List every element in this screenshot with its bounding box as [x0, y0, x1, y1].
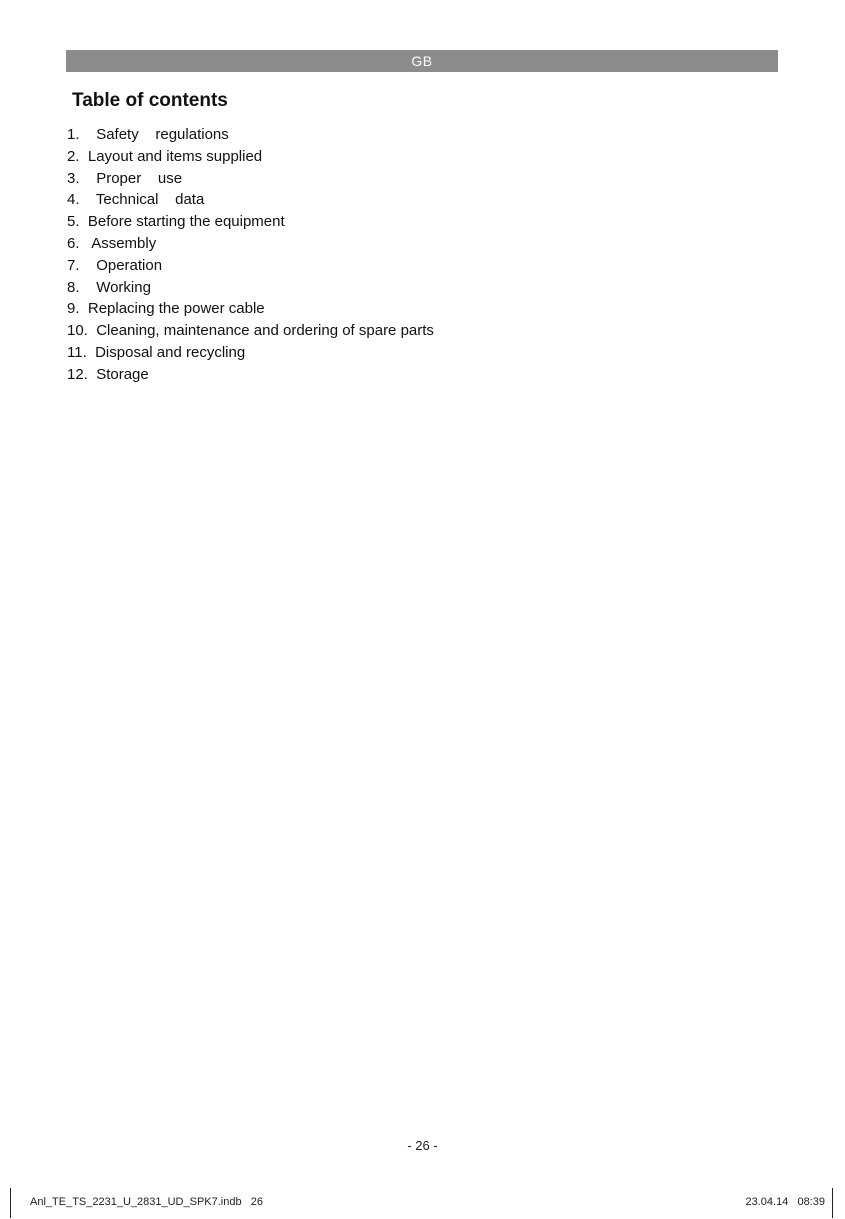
- toc-item-label: Technical data: [95, 191, 205, 209]
- toc-item-8: [67, 277, 434, 299]
- toc-item-9: [67, 298, 434, 320]
- toc-item-number: 4.: [67, 191, 80, 209]
- toc-item-number: 11.: [67, 343, 87, 361]
- toc-item-number: 5.: [67, 213, 80, 231]
- left-crop-mark: [10, 1188, 11, 1218]
- toc-item-5: [67, 211, 434, 233]
- toc-item-label: Layout and items supplied: [87, 147, 263, 165]
- toc-item-12: [67, 364, 434, 386]
- toc-item-7: [67, 255, 434, 277]
- toc-item-number: 1.: [67, 126, 80, 143]
- language-code: GB: [411, 53, 433, 69]
- toc-item-label: Proper use: [96, 169, 183, 187]
- language-header-bar: [66, 50, 778, 72]
- toc-item-number: 2.: [67, 147, 80, 165]
- toc-item-10: [67, 320, 434, 342]
- toc-item-number: 6.: [67, 234, 80, 252]
- toc-item-2: [67, 146, 434, 168]
- toc-item-4: [67, 189, 434, 211]
- toc-item-label: Safety regulations: [96, 126, 229, 143]
- toc-item-label: Storage: [96, 365, 149, 383]
- table-of-contents-list: [67, 124, 434, 386]
- toc-item-number: 9.: [67, 300, 80, 318]
- toc-item-number: 3.: [67, 169, 80, 187]
- toc-item-label: Cleaning, maintenance and ordering of spare parts: [96, 322, 434, 340]
- toc-item-label: Working: [96, 278, 151, 296]
- toc-item-label: Disposal and recycling: [95, 343, 246, 361]
- toc-item-11: [67, 342, 434, 364]
- toc-item-label: Replacing the power cable: [87, 300, 265, 318]
- page-number: - 26 -: [407, 1138, 438, 1153]
- footer-date-time: 23.04.14 08:39: [745, 1196, 825, 1208]
- toc-item-3: [67, 168, 434, 190]
- toc-item-label: Before starting the equipment: [87, 213, 285, 231]
- toc-item-number: 8.: [67, 278, 80, 296]
- page-title: Table of contents: [72, 90, 228, 111]
- right-crop-mark: [832, 1188, 833, 1218]
- toc-item-number: 10.: [67, 322, 88, 340]
- footer-file-name: Anl_TE_TS_2231_U_2831_UD_SPK7.indb 26: [30, 1196, 263, 1208]
- toc-item-number: 12.: [67, 365, 88, 383]
- toc-item-6: [67, 233, 434, 255]
- toc-item-label: Operation: [96, 256, 163, 274]
- toc-item-label: Assembly: [91, 234, 157, 252]
- toc-item-1: [67, 124, 434, 146]
- toc-item-number: 7.: [67, 256, 80, 274]
